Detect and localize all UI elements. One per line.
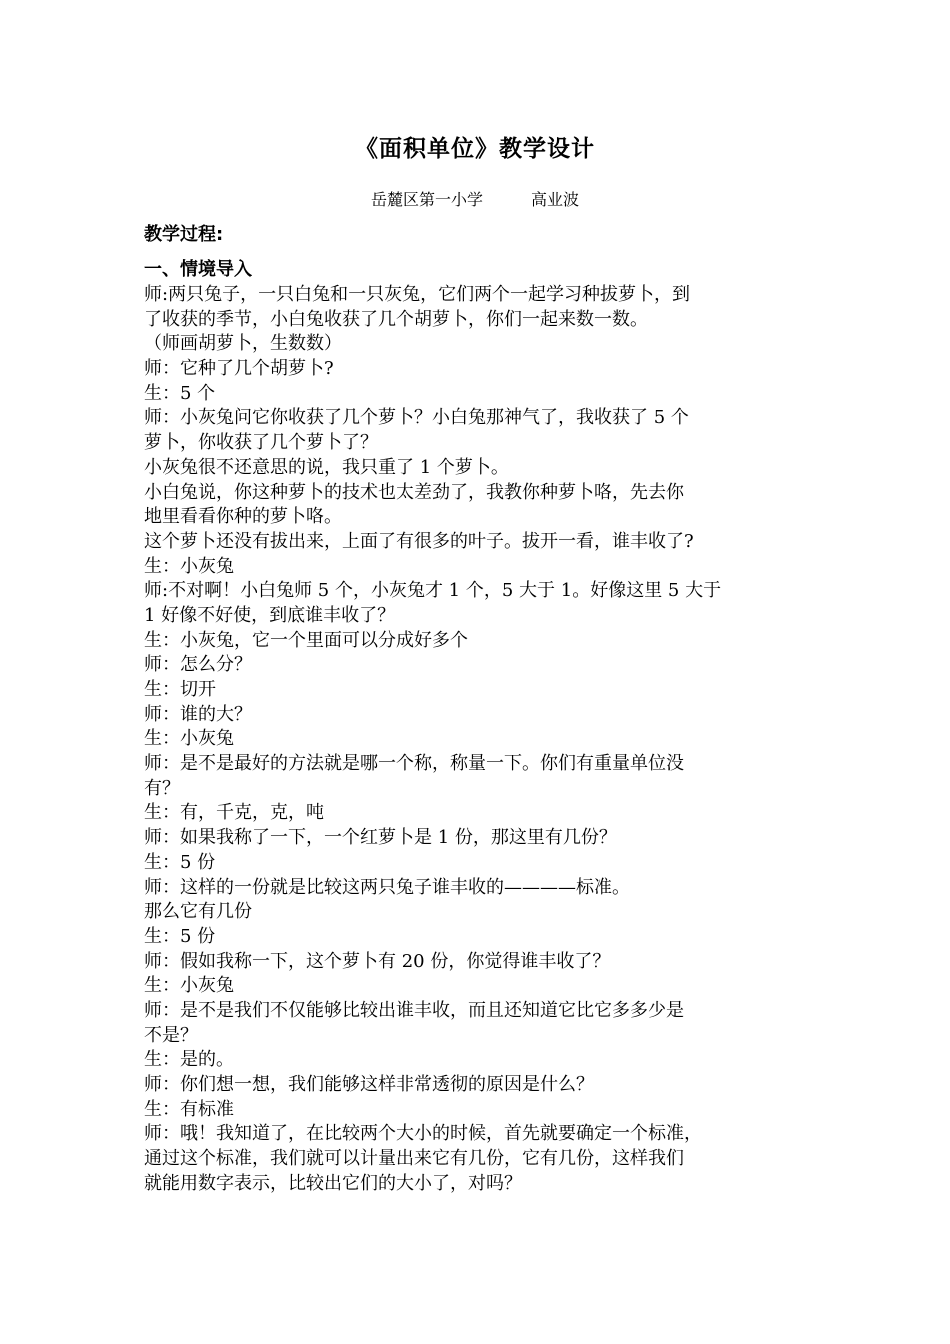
body-line: 萝卜，你收获了几个萝卜了？ [144,432,378,454]
body-line: 师：你们想一想，我们能够这样非常透彻的原因是什么？ [144,1074,594,1095]
section-heading: 一、情境导入 [144,259,252,280]
body-line: 师：它种了几个胡萝卜? [144,358,334,380]
body-line: 生：切开 [144,679,216,700]
body-line: 生：5 份 [144,925,216,947]
school-name: 岳麓区第一小学 [370,190,483,209]
body-line: 生：小灰兔 [144,975,234,997]
body-line: （师画胡萝卜，生数数） [144,333,342,355]
body-line: 师：这样的一份就是比较这两只兔子谁丰收的————标准。 [144,876,630,898]
body-line: 不是？ [144,1024,198,1046]
body-line: 这个萝卜还没有拔出来，上面了有很多的叶子。拔开一看，谁丰收了? [144,530,694,552]
body-line: 生：5 个 [144,382,216,404]
body-line: 师：是不是我们不仅能够比较出谁丰收，而且还知道它比它多多少是 [144,999,684,1021]
body-line: 生：小灰兔，它一个里面可以分成好多个 [144,629,468,651]
body-line: 生：小灰兔 [144,728,234,750]
author-line [0,188,950,212]
body-line: 师:两只兔子，一只白兔和一只灰兔，它们两个一起学习种拔萝卜，到 [144,284,691,305]
body-line: 1 好像不好使，到底谁丰收了？ [144,604,396,626]
body-line: 生：小灰兔 [144,555,234,577]
body-line: 有？ [144,777,180,799]
body-line: 小灰兔很不还意思的说，我只重了 1 个萝卜。 [144,456,509,478]
body-line: 师：哦！我知道了，在比较两个大小的时候，首先就要确定一个标准， [144,1123,702,1145]
body-line: 通过这个标准，我们就可以计量出来它有几份，它有几份，这样我们 [144,1148,684,1170]
body-line: 生：是的。 [144,1049,234,1071]
body-line: 师:不对啊！小白兔师 5 个，小灰兔才 1 个，5 大于 1。好像这里 5 大于 [144,580,722,602]
body-line: 师：是不是最好的方法就是哪一个称，称量一下。你们有重量单位没 [144,753,684,775]
body-text [144,283,810,1196]
body-line: 了收获的季节，小白兔收获了几个胡萝卜，你们一起来数一数。 [144,308,648,330]
body-line: 师：如果我称了一下，一个红萝卜是 1 份，那这里有几份？ [144,827,617,849]
body-line: 地里看看你种的萝卜咯。 [144,506,342,528]
process-heading: 教学过程: [144,224,224,245]
document-title: 《面积单位》教学设计 [355,136,595,162]
body-line: 师：小灰兔问它你收获了几个萝卜？小白兔那神气了，我收获了 5 个 [144,407,689,429]
body-line: 就能用数字表示，比较出它们的大小了，对吗？ [144,1172,522,1194]
body-line: 师：怎么分？ [144,654,252,676]
body-line: 生：有，千克，克，吨 [144,802,324,824]
body-line: 那么它有几份 [144,901,252,923]
body-line: 小白兔说，你这种萝卜的技术也太差劲了，我教你种萝卜咯，先去你 [144,481,684,503]
body-line: 师：谁的大？ [144,703,252,725]
body-line: 生：5 份 [144,851,216,873]
body-line: 生：有标准 [144,1098,234,1120]
author-name: 高业波 [531,190,580,209]
body-line: 师：假如我称一下，这个萝卜有 20 份，你觉得谁丰收了？ [144,950,611,972]
